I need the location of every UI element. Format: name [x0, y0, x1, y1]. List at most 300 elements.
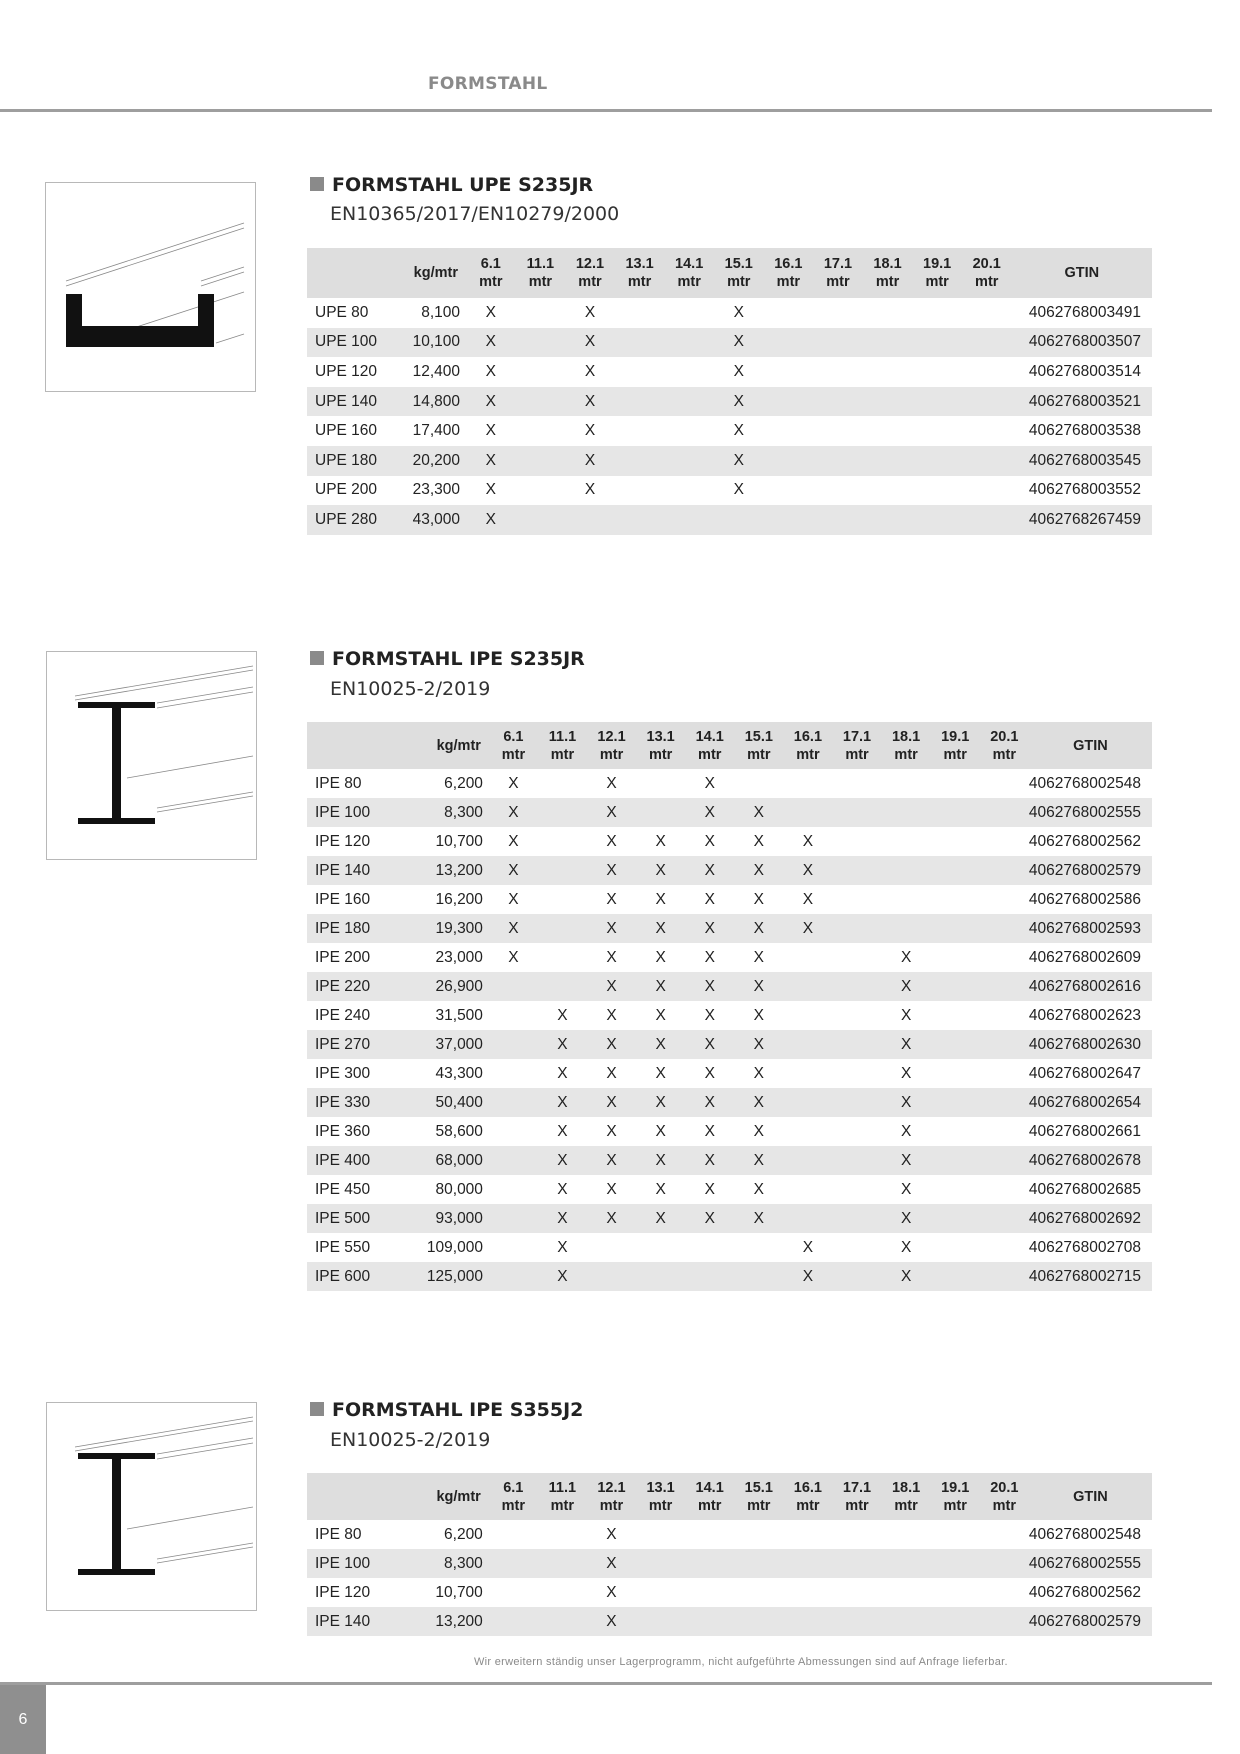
- table-row: [307, 298, 1152, 328]
- length-unit: mtr: [992, 1497, 1017, 1514]
- availability-cell: [664, 328, 714, 358]
- availability-cell: [516, 298, 566, 328]
- length-value: 6.1: [503, 728, 524, 745]
- header-cell-length: [863, 248, 913, 298]
- availability-cell: [489, 1520, 538, 1549]
- availability-cell: X: [584, 362, 596, 380]
- length-value: 20.1: [972, 256, 1001, 272]
- gtin-code: 4062768267459: [1012, 505, 1152, 535]
- availability-cell: [832, 885, 881, 914]
- availability-cell: X: [882, 1146, 931, 1175]
- availability-cell: X: [900, 1122, 912, 1140]
- availability-cell: [783, 1117, 832, 1146]
- header-cell-length: [538, 1473, 587, 1520]
- availability-cell: [636, 798, 685, 827]
- table-row: [307, 357, 1152, 387]
- table-row: [307, 446, 1152, 476]
- availability-cell: X: [900, 1238, 912, 1256]
- weight-per-meter: 109,000: [426, 1238, 483, 1256]
- availability-cell: [980, 1607, 1029, 1636]
- availability-cell: [664, 298, 714, 328]
- profile-name: IPE 100: [307, 798, 380, 827]
- length-unit: mtr: [479, 274, 503, 290]
- length-unit: mtr: [677, 274, 701, 290]
- availability-cell: X: [538, 1146, 587, 1175]
- availability-cell: [931, 1520, 980, 1549]
- gtin-code: 4062768002715: [1029, 1262, 1152, 1291]
- header-cell-length: [783, 1473, 832, 1520]
- availability-cell: X: [489, 914, 538, 943]
- availability-cell: X: [485, 362, 496, 380]
- availability-cell: X: [466, 446, 516, 476]
- availability-cell: [980, 1233, 1029, 1262]
- header-cell-length: [980, 1473, 1029, 1520]
- weight-per-meter: 125,000: [380, 1262, 489, 1291]
- section-subtitle: EN10365/2017/EN10279/2000: [330, 203, 620, 225]
- header-cell-length: [734, 722, 783, 769]
- availability-cell: X: [753, 890, 764, 908]
- weight-per-meter: 58,600: [435, 1122, 483, 1140]
- header-cell-gtin: GTIN: [1012, 248, 1152, 298]
- availability-cell: [489, 1175, 538, 1204]
- profile-name: IPE 240: [315, 1006, 371, 1024]
- table-row: [307, 856, 1152, 885]
- availability-cell: [516, 476, 566, 506]
- availability-cell: [863, 298, 913, 328]
- gtin-code: 4062768002562: [1028, 1583, 1141, 1601]
- availability-cell: X: [655, 890, 666, 908]
- availability-cell: [931, 885, 980, 914]
- availability-cell: [980, 914, 1029, 943]
- availability-cell: [783, 943, 832, 972]
- profile-name: IPE 80: [315, 774, 362, 792]
- gtin-code: 4062768003514: [1028, 362, 1141, 380]
- availability-cell: [980, 885, 1029, 914]
- availability-cell: [882, 769, 931, 798]
- header-cell-length: [636, 722, 685, 769]
- availability-cell: [489, 1204, 538, 1233]
- availability-cell: X: [753, 1064, 764, 1082]
- availability-cell: [882, 1578, 931, 1607]
- table-row: [307, 769, 1152, 798]
- availability-cell: X: [636, 1030, 685, 1059]
- availability-cell: X: [733, 422, 744, 440]
- availability-cell: X: [882, 1030, 931, 1059]
- availability-cell: X: [704, 890, 715, 908]
- availability-cell: [863, 328, 913, 358]
- availability-cell: [931, 1001, 980, 1030]
- header-cell-length: [466, 248, 516, 298]
- availability-cell: [636, 1233, 685, 1262]
- length-unit: mtr: [845, 1497, 869, 1514]
- availability-cell: X: [753, 1180, 764, 1198]
- availability-cell: [813, 328, 863, 358]
- availability-cell: [931, 1030, 980, 1059]
- header-cell-length: [832, 722, 881, 769]
- header-cell-blank: [307, 248, 381, 298]
- availability-cell: [931, 827, 980, 856]
- table-row: [307, 416, 1152, 446]
- availability-cell: X: [655, 1180, 666, 1198]
- spec-table-ipe-s355j2: [307, 1473, 1152, 1636]
- availability-cell: [882, 798, 931, 827]
- availability-cell: [714, 505, 764, 535]
- gtin-code: 4062768003552: [1028, 481, 1141, 499]
- availability-cell: [931, 1262, 980, 1291]
- table-row: [307, 1146, 1152, 1175]
- header-cell-gtin: GTIN: [1029, 1473, 1152, 1520]
- availability-cell: X: [587, 798, 636, 827]
- availability-cell: X: [685, 856, 734, 885]
- availability-cell: [863, 476, 913, 506]
- availability-cell: X: [753, 1006, 764, 1024]
- availability-cell: [489, 1088, 538, 1117]
- availability-cell: X: [704, 1064, 715, 1082]
- availability-cell: [980, 1520, 1029, 1549]
- availability-cell: [832, 1607, 881, 1636]
- availability-cell: X: [882, 1088, 931, 1117]
- table-row: [307, 1059, 1152, 1088]
- availability-cell: X: [587, 914, 636, 943]
- availability-cell: [912, 476, 962, 506]
- availability-cell: [764, 387, 814, 417]
- availability-cell: X: [900, 1180, 912, 1198]
- availability-cell: [516, 357, 566, 387]
- profile-name: IPE 200: [315, 948, 371, 966]
- gtin-code: 4062768002586: [1028, 890, 1141, 908]
- availability-cell: [764, 298, 814, 328]
- availability-cell: X: [508, 774, 519, 792]
- availability-cell: [931, 1204, 980, 1233]
- availability-cell: X: [606, 948, 617, 966]
- header-cell-length: [962, 248, 1012, 298]
- availability-cell: [980, 1059, 1029, 1088]
- table-row: [307, 885, 1152, 914]
- availability-cell: [980, 769, 1029, 798]
- availability-cell: [962, 357, 1012, 387]
- footnote: Wir erweitern ständig unser Lagerprogramm, nicht aufgeführte Abmessungen sind auf Anfrage lieferbar.: [474, 1656, 1008, 1668]
- length-unit: mtr: [776, 274, 801, 290]
- table-row: [307, 1578, 1152, 1607]
- availability-cell: X: [734, 856, 783, 885]
- availability-cell: [489, 1030, 538, 1059]
- length-value: 11.1: [526, 256, 555, 272]
- header-cell-kg: kg/mtr: [381, 248, 466, 298]
- availability-cell: [664, 476, 714, 506]
- availability-cell: [636, 1578, 685, 1607]
- availability-cell: [636, 1549, 685, 1578]
- weight-per-meter: 8,300: [380, 1549, 489, 1578]
- availability-cell: [734, 1549, 783, 1578]
- length-value: 19.1: [941, 1479, 970, 1496]
- header-cell-kg: kg/mtr: [380, 722, 489, 769]
- profile-name: UPE 200: [315, 481, 378, 499]
- header-cell-length: [587, 722, 636, 769]
- length-value: 12.1: [597, 728, 626, 745]
- page-header-title: FORMSTAHL: [428, 74, 548, 94]
- availability-cell: X: [557, 1238, 568, 1256]
- availability-cell: [538, 1607, 587, 1636]
- availability-cell: [489, 1262, 538, 1291]
- table-row: [307, 1117, 1152, 1146]
- header-cell-gtin: GTIN: [1029, 722, 1152, 769]
- header-cell-length: [764, 248, 814, 298]
- availability-cell: X: [802, 832, 814, 850]
- availability-cell: X: [606, 1064, 617, 1082]
- length-value: 16.1: [774, 256, 803, 272]
- availability-cell: X: [538, 1088, 587, 1117]
- length-value: 18.1: [891, 1479, 921, 1496]
- availability-cell: X: [538, 1262, 587, 1291]
- availability-cell: [962, 476, 1012, 506]
- availability-cell: [538, 798, 587, 827]
- section-subtitle: EN10025-2/2019: [330, 1429, 491, 1451]
- availability-cell: X: [734, 1030, 783, 1059]
- availability-cell: [912, 446, 962, 476]
- availability-cell: [962, 505, 1012, 535]
- availability-cell: X: [714, 387, 764, 417]
- availability-cell: [832, 914, 881, 943]
- availability-cell: [832, 1578, 881, 1607]
- availability-cell: [734, 1578, 783, 1607]
- availability-cell: [783, 798, 832, 827]
- table-row: [307, 943, 1152, 972]
- availability-cell: [931, 769, 980, 798]
- availability-cell: [962, 416, 1012, 446]
- header-cell-length: [587, 1473, 636, 1520]
- length-unit: mtr: [992, 746, 1017, 763]
- availability-cell: X: [783, 856, 832, 885]
- length-unit: mtr: [599, 1497, 624, 1514]
- availability-cell: [734, 1520, 783, 1549]
- availability-cell: [538, 769, 587, 798]
- availability-cell: [931, 1233, 980, 1262]
- header-cell-length: [714, 248, 764, 298]
- weight-per-meter: 93,000: [380, 1204, 489, 1233]
- length-value: 20.1: [990, 728, 1019, 745]
- availability-cell: [489, 1059, 538, 1088]
- availability-cell: [615, 416, 665, 446]
- availability-cell: X: [704, 832, 715, 850]
- gtin-code: 4062768003521: [1012, 387, 1152, 417]
- availability-cell: [863, 357, 913, 387]
- weight-per-meter: 19,300: [380, 914, 489, 943]
- availability-cell: [980, 1146, 1029, 1175]
- gtin-code: 4062768002630: [1029, 1030, 1152, 1059]
- availability-cell: X: [538, 1030, 587, 1059]
- availability-cell: X: [734, 914, 783, 943]
- profile-name: IPE 270: [307, 1030, 380, 1059]
- weight-per-meter: 8,300: [380, 798, 489, 827]
- table-row: [307, 1607, 1152, 1636]
- availability-cell: [931, 1088, 980, 1117]
- profile-name: IPE 330: [307, 1088, 380, 1117]
- availability-cell: [931, 1059, 980, 1088]
- availability-cell: [516, 328, 566, 358]
- weight-per-meter: 16,200: [435, 890, 483, 908]
- availability-cell: X: [584, 481, 596, 499]
- availability-cell: X: [557, 1064, 568, 1082]
- availability-cell: [912, 387, 962, 417]
- availability-cell: X: [565, 446, 615, 476]
- availability-cell: [962, 387, 1012, 417]
- length-unit: mtr: [528, 274, 553, 290]
- table-row: [307, 1030, 1152, 1059]
- availability-cell: X: [606, 1583, 617, 1601]
- availability-cell: X: [557, 1006, 568, 1024]
- gtin-code: 4062768003545: [1012, 446, 1152, 476]
- availability-cell: [912, 416, 962, 446]
- header-cell-length: [615, 248, 665, 298]
- availability-cell: X: [704, 1006, 715, 1024]
- length-unit: mtr: [747, 746, 771, 763]
- weight-per-meter: 13,200: [380, 856, 489, 885]
- profile-name: IPE 400: [307, 1146, 380, 1175]
- availability-cell: [783, 769, 832, 798]
- availability-cell: [832, 769, 881, 798]
- availability-cell: [636, 1520, 685, 1549]
- availability-cell: X: [704, 948, 715, 966]
- availability-cell: [813, 416, 863, 446]
- table-row: [307, 1001, 1152, 1030]
- availability-cell: X: [733, 481, 744, 499]
- availability-cell: X: [636, 1204, 685, 1233]
- availability-cell: [931, 914, 980, 943]
- availability-cell: [882, 856, 931, 885]
- availability-cell: X: [882, 1204, 931, 1233]
- availability-cell: [832, 1175, 881, 1204]
- header-cell-length: [832, 1473, 881, 1520]
- gtin-code: 4062768002548: [1028, 1525, 1141, 1543]
- gtin-code: 4062768002609: [1028, 948, 1141, 966]
- availability-cell: [516, 505, 566, 535]
- availability-cell: X: [485, 303, 496, 321]
- availability-cell: X: [734, 1088, 783, 1117]
- availability-cell: [931, 1117, 980, 1146]
- profile-name: IPE 140: [307, 856, 380, 885]
- length-unit: mtr: [648, 1497, 673, 1514]
- availability-cell: [764, 328, 814, 358]
- availability-cell: X: [655, 1006, 666, 1024]
- profile-name: IPE 500: [307, 1204, 380, 1233]
- profile-name: IPE 300: [315, 1064, 371, 1082]
- weight-per-meter: 43,000: [381, 505, 466, 535]
- length-unit: mtr: [796, 746, 820, 763]
- availability-cell: X: [900, 948, 912, 966]
- profile-name: UPE 100: [307, 328, 381, 358]
- availability-cell: X: [685, 1088, 734, 1117]
- availability-cell: X: [753, 832, 764, 850]
- availability-cell: [489, 1117, 538, 1146]
- availability-cell: [783, 1204, 832, 1233]
- profile-name: IPE 600: [307, 1262, 380, 1291]
- availability-cell: [813, 505, 863, 535]
- availability-cell: [832, 972, 881, 1001]
- availability-cell: [764, 505, 814, 535]
- availability-cell: [863, 387, 913, 417]
- availability-cell: X: [584, 303, 596, 321]
- length-value: 18.1: [873, 256, 902, 272]
- profile-name: IPE 180: [307, 914, 380, 943]
- table-row: [307, 914, 1152, 943]
- availability-cell: [636, 1262, 685, 1291]
- gtin-code: 4062768002685: [1028, 1180, 1141, 1198]
- profile-name: IPE 120: [315, 1583, 371, 1601]
- gtin-code: 4062768002623: [1028, 1006, 1141, 1024]
- length-value: 13.1: [646, 1479, 675, 1496]
- page-number: 6: [0, 1685, 46, 1754]
- availability-cell: [685, 1233, 734, 1262]
- availability-cell: [636, 1607, 685, 1636]
- weight-per-meter: 6,200: [444, 774, 483, 792]
- availability-cell: X: [753, 948, 764, 966]
- table-row: [307, 1262, 1152, 1291]
- gtin-code: 4062768002579: [1029, 856, 1152, 885]
- weight-per-meter: 13,200: [380, 1607, 489, 1636]
- availability-cell: [832, 798, 881, 827]
- availability-cell: [931, 1607, 980, 1636]
- gtin-code: 4062768002579: [1029, 1607, 1152, 1636]
- table-row: [307, 328, 1152, 358]
- length-unit: mtr: [697, 1497, 722, 1514]
- gtin-code: 4062768002562: [1028, 832, 1141, 850]
- square-bullet-icon: [310, 651, 324, 665]
- availability-cell: [931, 1578, 980, 1607]
- weight-per-meter: 6,200: [444, 1525, 483, 1543]
- profile-name: IPE 160: [315, 890, 371, 908]
- gtin-code: 4062768002692: [1029, 1204, 1152, 1233]
- availability-cell: X: [538, 1204, 587, 1233]
- availability-cell: [980, 1117, 1029, 1146]
- length-unit: mtr: [627, 274, 652, 290]
- header-cell-length: [931, 722, 980, 769]
- availability-cell: X: [685, 972, 734, 1001]
- length-value: 16.1: [793, 728, 823, 745]
- header-cell-length: [813, 248, 863, 298]
- availability-cell: [664, 357, 714, 387]
- availability-cell: [783, 1088, 832, 1117]
- length-value: 15.1: [744, 728, 773, 745]
- availability-cell: X: [489, 856, 538, 885]
- length-value: 6.1: [480, 256, 501, 272]
- availability-cell: [538, 1520, 587, 1549]
- length-unit: mtr: [648, 746, 673, 763]
- profile-name: IPE 80: [315, 1525, 362, 1543]
- availability-cell: [615, 328, 665, 358]
- length-unit: mtr: [698, 746, 722, 763]
- header-cell-length: [636, 1473, 685, 1520]
- availability-cell: X: [508, 948, 519, 966]
- table-row: [307, 1549, 1152, 1578]
- availability-cell: X: [882, 972, 931, 1001]
- availability-cell: [962, 446, 1012, 476]
- weight-per-meter: 12,400: [412, 362, 460, 380]
- availability-cell: X: [466, 387, 516, 417]
- availability-cell: [783, 1578, 832, 1607]
- length-unit: mtr: [550, 1497, 575, 1514]
- availability-cell: [489, 1001, 538, 1030]
- availability-cell: [783, 1607, 832, 1636]
- availability-cell: [734, 1233, 783, 1262]
- length-unit: mtr: [875, 274, 900, 290]
- length-unit: mtr: [925, 274, 949, 290]
- availability-cell: [980, 972, 1029, 1001]
- availability-cell: X: [636, 972, 685, 1001]
- availability-cell: X: [783, 914, 832, 943]
- length-unit: mtr: [501, 746, 526, 763]
- availability-cell: X: [783, 1262, 832, 1291]
- availability-cell: [615, 446, 665, 476]
